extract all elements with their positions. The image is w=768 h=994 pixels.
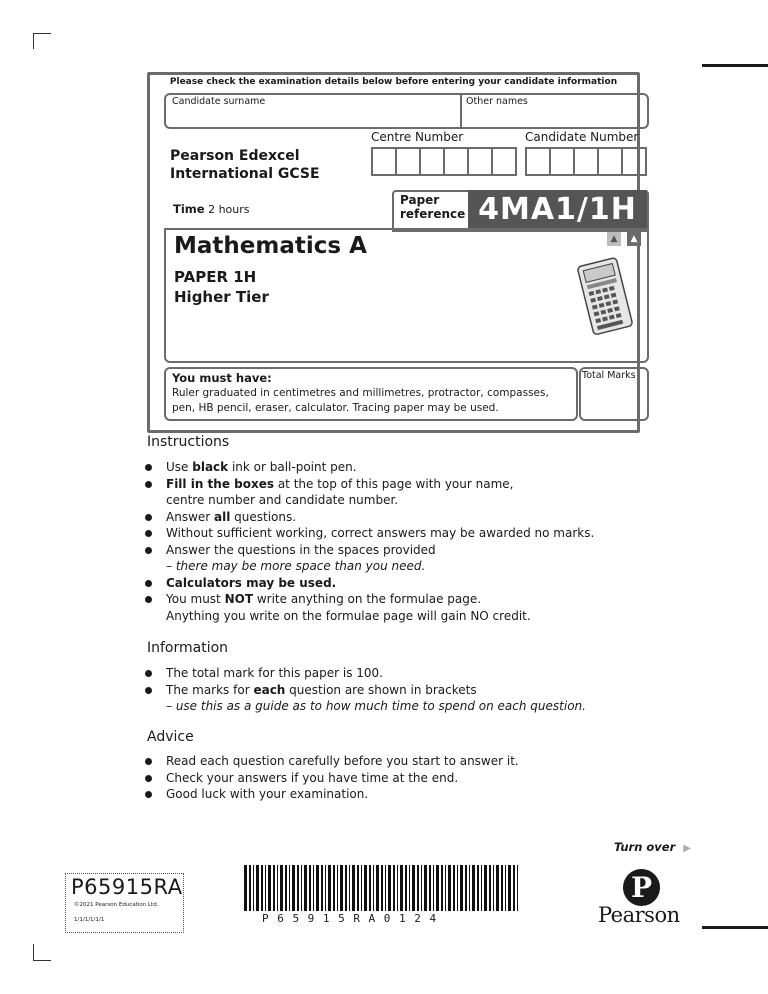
time-label: Time xyxy=(173,202,205,216)
list-item: The marks for each question are shown in brackets – use this as a guide as to how much time to spend on each question. xyxy=(142,682,622,715)
bullet-icon xyxy=(145,580,152,587)
triangle-right-icon: ▶ xyxy=(683,843,691,854)
barcode-bar xyxy=(328,865,331,911)
barcode-bar xyxy=(244,865,247,911)
barcode-bar xyxy=(465,865,467,911)
advice-heading: Advice xyxy=(147,729,194,745)
barcode-bar xyxy=(513,865,515,911)
pearson-logo-text: Pearson xyxy=(598,903,680,927)
barcode-bar xyxy=(457,865,458,911)
list-item: Fill in the boxes at the top of this page with your name, centre number and candidate number. xyxy=(142,476,612,509)
triangle-up-icon: ▲ xyxy=(607,232,621,246)
candidate-number-digit-box[interactable] xyxy=(573,147,599,176)
bullet-icon xyxy=(145,547,152,554)
barcode-bar xyxy=(472,865,475,911)
bullet-icon xyxy=(145,670,152,677)
barcode-bar xyxy=(433,865,434,911)
other-names-label: Other names xyxy=(466,96,528,107)
centre-number-label: Centre Number xyxy=(371,130,464,144)
subject-title: Mathematics A xyxy=(174,233,367,259)
list-item: Use black ink or ball-point pen. xyxy=(142,459,612,476)
barcode-digits: P65915RA0124 xyxy=(262,912,445,925)
barcode-bar xyxy=(496,865,499,911)
bullet-icon xyxy=(145,530,152,537)
barcode-bar xyxy=(505,865,506,911)
list-item: Answer all questions. xyxy=(142,509,612,526)
barcode-bar xyxy=(340,865,343,911)
barcode-bar xyxy=(421,865,422,911)
barcode-bar xyxy=(429,865,431,911)
barcode-bar xyxy=(361,865,362,911)
side-bar-top xyxy=(702,64,768,67)
barcode-bar xyxy=(417,865,419,911)
crop-mark-top-left-vertical xyxy=(33,33,34,49)
paper-reference-line2: reference xyxy=(400,207,466,221)
paper-code: 4MA1/1H xyxy=(468,190,647,230)
candidate-number-digit-box[interactable] xyxy=(621,147,647,176)
barcode-bar xyxy=(313,865,314,911)
paper-name: PAPER 1H xyxy=(174,268,257,286)
barcode-bar xyxy=(277,865,278,911)
bullet-icon xyxy=(145,596,152,603)
barcode-bar xyxy=(256,865,259,911)
barcode-bar xyxy=(349,865,350,911)
barcode-bar xyxy=(297,865,299,911)
barcode-bar xyxy=(412,865,415,911)
header-note: Please check the examination details below before entering your candidate information xyxy=(169,77,618,87)
barcode-bar xyxy=(285,865,287,911)
bullet-icon xyxy=(145,464,152,471)
candidate-surname-label: Candidate surname xyxy=(172,96,266,107)
barcode-bar xyxy=(453,865,455,911)
barcode-bar xyxy=(273,865,275,911)
exam-board-line1: Pearson Edexcel xyxy=(170,148,300,164)
barcode-bar xyxy=(345,865,347,911)
crop-mark-bottom-left-horizontal xyxy=(33,960,51,961)
turn-over-label: Turn over xyxy=(614,840,676,854)
centre-number-digit-box[interactable] xyxy=(395,147,421,176)
bullet-icon xyxy=(145,514,152,521)
barcode-bar xyxy=(484,865,487,911)
bullet-icon xyxy=(145,687,152,694)
barcode-bar xyxy=(477,865,479,911)
barcode-bar xyxy=(409,865,410,911)
barcode-bar xyxy=(460,865,463,911)
barcode-bar xyxy=(517,865,518,911)
list-item: Check your answers if you have time at the end. xyxy=(142,770,622,787)
barcode-bar xyxy=(397,865,398,911)
pearson-logo-icon: P xyxy=(623,869,660,906)
barcode-bar xyxy=(337,865,338,911)
barcode-bar xyxy=(376,865,379,911)
bullet-icon xyxy=(145,481,152,488)
barcode-bar xyxy=(304,865,307,911)
turn-over xyxy=(614,840,691,854)
barcode-bar xyxy=(469,865,470,911)
barcode-bar xyxy=(325,865,326,911)
candidate-number-digit-box[interactable] xyxy=(597,147,623,176)
crop-mark-bottom-left-vertical xyxy=(33,944,34,960)
barcode-bar xyxy=(289,865,290,911)
barcode-bar xyxy=(265,865,266,911)
list-item: Read each question carefully before you start to answer it. xyxy=(142,753,622,770)
paper-id: P65915RA xyxy=(71,875,183,899)
instructions-list xyxy=(142,459,612,624)
instructions-heading: Instructions xyxy=(147,434,230,450)
barcode-bar xyxy=(268,865,271,911)
barcode-bar xyxy=(261,865,263,911)
triangle-up-icon: ▲ xyxy=(627,232,641,246)
barcode-bar xyxy=(481,865,482,911)
barcode-bar xyxy=(436,865,439,911)
bullet-icon xyxy=(145,758,152,765)
barcode-bar xyxy=(333,865,335,911)
barcode-bar xyxy=(253,865,254,911)
crop-mark-top-left-horizontal xyxy=(33,33,51,34)
barcode-bar xyxy=(364,865,367,911)
barcode-bar xyxy=(381,865,383,911)
barcode-bar xyxy=(373,865,374,911)
barcode-bar xyxy=(321,865,323,911)
list-item: The total mark for this paper is 100. xyxy=(142,665,622,682)
time-value: 2 hours xyxy=(208,203,250,216)
barcode-bar xyxy=(352,865,355,911)
barcode-bar xyxy=(448,865,451,911)
barcode-bar xyxy=(489,865,491,911)
barcode-bar xyxy=(369,865,371,911)
list-item: Answer the questions in the spaces provided – there may be more space than you need. xyxy=(142,542,612,575)
list-item: Without sufficient working, correct answers may be awarded no marks. xyxy=(142,525,612,542)
total-marks-label: Total Marks xyxy=(582,370,636,381)
barcode-bar xyxy=(316,865,319,911)
barcode-bar xyxy=(357,865,359,911)
exam-board-line2: International GCSE xyxy=(170,166,320,182)
barcode-bar xyxy=(508,865,511,911)
calculator-icon xyxy=(575,255,637,337)
centre-number-digit-box[interactable] xyxy=(443,147,469,176)
barcode-bar xyxy=(441,865,443,911)
must-have-text: Ruler graduated in centimetres and millimetres, protractor, compasses, pen, HB pencil, eraser, calculator. Tracing paper may be used. xyxy=(172,387,549,414)
centre-number-digit-box[interactable] xyxy=(491,147,517,176)
information-list xyxy=(142,665,622,715)
exam-board xyxy=(170,147,320,183)
bullet-icon xyxy=(145,775,152,782)
barcode-bar xyxy=(301,865,302,911)
tier-name: Higher Tier xyxy=(174,288,269,306)
candidate-number-digit-box[interactable] xyxy=(549,147,575,176)
barcode-bar xyxy=(309,865,311,911)
paper-reference-line1: Paper xyxy=(400,193,440,207)
centre-number-digit-box[interactable] xyxy=(467,147,493,176)
exam-time xyxy=(173,202,250,216)
paper-reference-label xyxy=(400,193,465,221)
bullet-icon xyxy=(145,791,152,798)
list-item: You must NOT write anything on the formulae page. Anything you write on the formulae page will gain NO credit. xyxy=(142,591,612,624)
barcode-bar xyxy=(445,865,446,911)
information-heading: Information xyxy=(147,640,229,656)
list-item: Calculators may be used. xyxy=(142,575,612,592)
candidate-number-label: Candidate Number xyxy=(525,130,639,144)
list-item: Good luck with your examination. xyxy=(142,786,622,803)
barcode-bar xyxy=(249,865,251,911)
must-have-title: You must have: xyxy=(172,371,272,385)
candidate-number-digit-box[interactable] xyxy=(525,147,551,176)
barcode-bar xyxy=(385,865,386,911)
centre-number-digit-box[interactable] xyxy=(371,147,397,176)
copyright: ©2021 Pearson Education Ltd. xyxy=(74,902,159,908)
barcode-bar xyxy=(405,865,407,911)
barcode-bar xyxy=(393,865,395,911)
barcode-bar xyxy=(493,865,494,911)
barcode-bar xyxy=(388,865,391,911)
name-divider xyxy=(460,93,462,129)
barcode-bar xyxy=(400,865,403,911)
barcode-bar xyxy=(292,865,295,911)
advice-list xyxy=(142,753,622,803)
barcode xyxy=(244,865,524,911)
side-bar-bottom xyxy=(702,926,768,929)
barcode-bar xyxy=(501,865,503,911)
barcode-bar xyxy=(280,865,283,911)
print-code: 1/1/1/1/1/1 xyxy=(74,917,105,923)
centre-number-digit-box[interactable] xyxy=(419,147,445,176)
barcode-bar xyxy=(424,865,427,911)
